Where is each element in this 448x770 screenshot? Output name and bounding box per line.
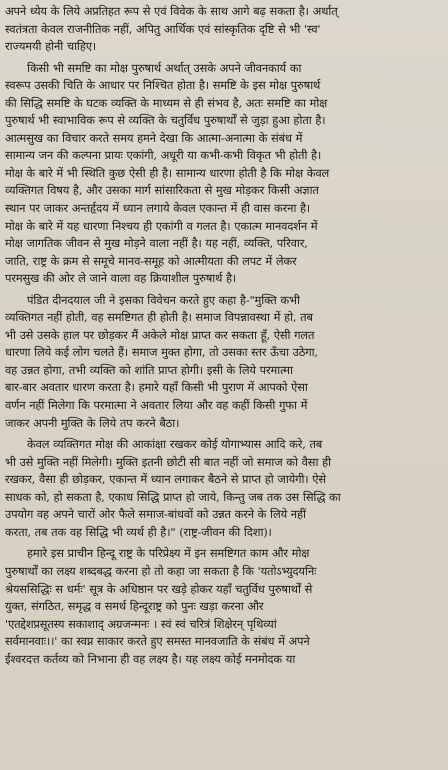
document-body: [5, 3, 443, 668]
text-line: धारणा लिये कई लोग चलते हैं। समाज मुक्त होगा, तो उसका स्तर ऊँचा उठेगा,: [5, 345, 318, 360]
text-line: बार-बार अवतार धारण करता है। हमारे यहाँ किसी भी पुराण में आपको ऐसा: [5, 380, 308, 395]
text-line: मोक्ष के बारे में भी स्थिति कुछ ऐसी ही है। सामान्य धारणा होती है कि मोक्ष केवल: [5, 165, 330, 180]
text-line: सर्वमानवाः।।' का स्वप्न साकार करते हुए समस्त मानवजाति के संबंध में अपने: [5, 634, 310, 649]
text-line: की सिद्धि समष्टि के घटक व्यक्ति के माध्यम से ही संभव है, अतः समष्टि का मोक्ष: [5, 95, 328, 110]
text-line: पुरुषार्थों का लक्ष्य शब्दबद्ध करना हो तो कहा जा सकता है कि 'यतोऽभ्युदयनिः: [5, 563, 317, 578]
text-line: पंडित दीनदयाल जी ने इसका विवेचन करते हुए कहा है-"मुक्ति कभी: [27, 292, 300, 307]
text-line: जाकर अपनी मुक्ति के लिये तप करने बैठा।: [5, 415, 180, 430]
text-line: व्यक्तिगत विषय है, और उसका मार्ग सांसारिकता से मुख मोड़कर किसी अज्ञात: [5, 183, 319, 198]
text-line: किसी भी समष्टि का मोक्ष पुरुषार्थ अर्थात् उसके अपने जीवनकार्य का: [27, 60, 302, 75]
paragraph: [5, 3, 443, 56]
text-line: केवल व्यक्तिगत मोक्ष की आकांक्षा रखकर कोई योगाभ्यास आदि करे, तब: [27, 437, 323, 452]
text-line: युक्त, संगठित, समृद्ध व समर्थ हिन्दूराष्ट्र को पुनः खड़ा करना और: [5, 599, 264, 614]
text-line: स्वरूप उसकी चिति के आधार पर निश्चित होता है। समष्टि के इस मोक्ष पुरुषार्थ: [5, 78, 321, 93]
text-line: ईश्वरदत्त कर्तव्य को निभाना ही वह लक्ष्य है। यह लक्ष्य कोई मनमोदक या: [5, 651, 296, 666]
text-line: पुरुषार्थ भी स्वाभाविक रूप से व्यक्ति के चतुर्विध पुरुषार्थों से जुड़ा हुआ होता है।: [5, 113, 326, 128]
text-line: अपने ध्येय के लिये अप्रतिहत रूप से एवं विवेक के साथ आगे बढ़ सकता है। अर्थात्: [5, 4, 338, 18]
text-line: मोक्ष के बारे में यह धारणा निश्चय ही एकांगी व गलत है। एकात्म मानवदर्शन में: [5, 218, 318, 233]
text-line: जाति, राष्ट्र के क्रम से समूचे मानव-समूह को आत्मीयता की लपट में लेकर: [5, 253, 297, 268]
text-line: श्रेयससिद्धिः स धर्मः' सूत्र के अधिष्ठान पर खड़े होकर यहाँ चतुर्विध पुरुषार्थों से: [5, 581, 313, 596]
paragraph: [5, 436, 443, 541]
text-line: वह उन्नत होगा, तभी व्यक्ति को शांति प्राप्त होगी। इसी के लिये परमात्मा: [5, 362, 293, 377]
text-line: 'एतद्देशप्रसूतस्य सकाशाद् अग्रजन्मनः । स्वं स्वं चरित्रं शिक्षेरन् पृथिव्यां: [5, 616, 277, 631]
text-line: आत्मसुख का विचार करते समय हमने देखा कि आत्मा-अनात्मा के संबंध में: [5, 130, 303, 145]
text-line: परमसुख की ओर ले जाने वाला वह क्रियाशील पुरुषार्थ है।: [5, 271, 237, 286]
text-line: वर्णन नहीं मिलेगा कि परमात्मा ने अवतार लिया और वह कहीं किसी गुफा में: [5, 398, 308, 413]
text-line: भी उसे उसके हाल पर छोड़कर मैं अकेले मोक्ष प्राप्त कर सकता हूँ, ऐसी गलत: [5, 327, 315, 342]
text-line: राज्यमयी होनी चाहिए।: [5, 39, 97, 54]
text-line: स्थान पर जाकर अन्तर्हृदय में ध्यान लगाये केवल एकान्त में ही वास करना है।: [5, 201, 311, 216]
text-line: मोक्ष जागतिक जीवन से मुख मोड़ने वाला नहीं है। यह नहीं, व्यक्ति, परिवार,: [5, 236, 308, 251]
text-line: उपयोग वह अपने चारों ओर फैले समाज-बांधवों को उन्नत करने के लिये नहीं: [5, 507, 306, 522]
paragraph: [5, 545, 443, 668]
paragraph: [5, 292, 443, 432]
text-line: सामान्य जन की कल्पना प्रायः एकांगी, अधूरी या कभी-कभी विकृत भी होती है।: [5, 148, 322, 163]
text-line: स्वतंत्रता केवल राजनीतिक नहीं, अपितु आर्थिक एवं सांस्कृतिक दृष्टि से भी 'स्व': [5, 21, 321, 36]
text-line: व्यक्तिगत नहीं होती, वह समष्टिगत ही होती है। समाज विपन्नावस्था में हो, तब: [5, 310, 313, 325]
text-line: हमारे इस प्राचीन हिन्दू राष्ट्र के परिप्रेक्ष्य में इन समष्टिगत काम और मोक्ष: [27, 546, 310, 561]
text-line: भी उसे मुक्ति नहीं मिलेगी। मुक्ति इतनी छोटी सी बात नहीं जो समाज को वैसा ही: [5, 454, 331, 469]
text-line: साधक को, हो सकता है, एकाध सिद्धि प्राप्त हो जाये, किन्तु जब तक उस सिद्धि का: [5, 489, 341, 504]
text-line: करता, तब तक वह सिद्धि भी व्यर्थ ही है।" (राष्ट्र-जीवन की दिशा)।: [5, 524, 272, 539]
paragraph: [5, 60, 443, 288]
text-line: रखकर, वैसा ही छोड़कर, एकान्त में ध्यान लगाकर बैठने से प्राप्त हो जायेगी। ऐसे: [5, 472, 326, 487]
